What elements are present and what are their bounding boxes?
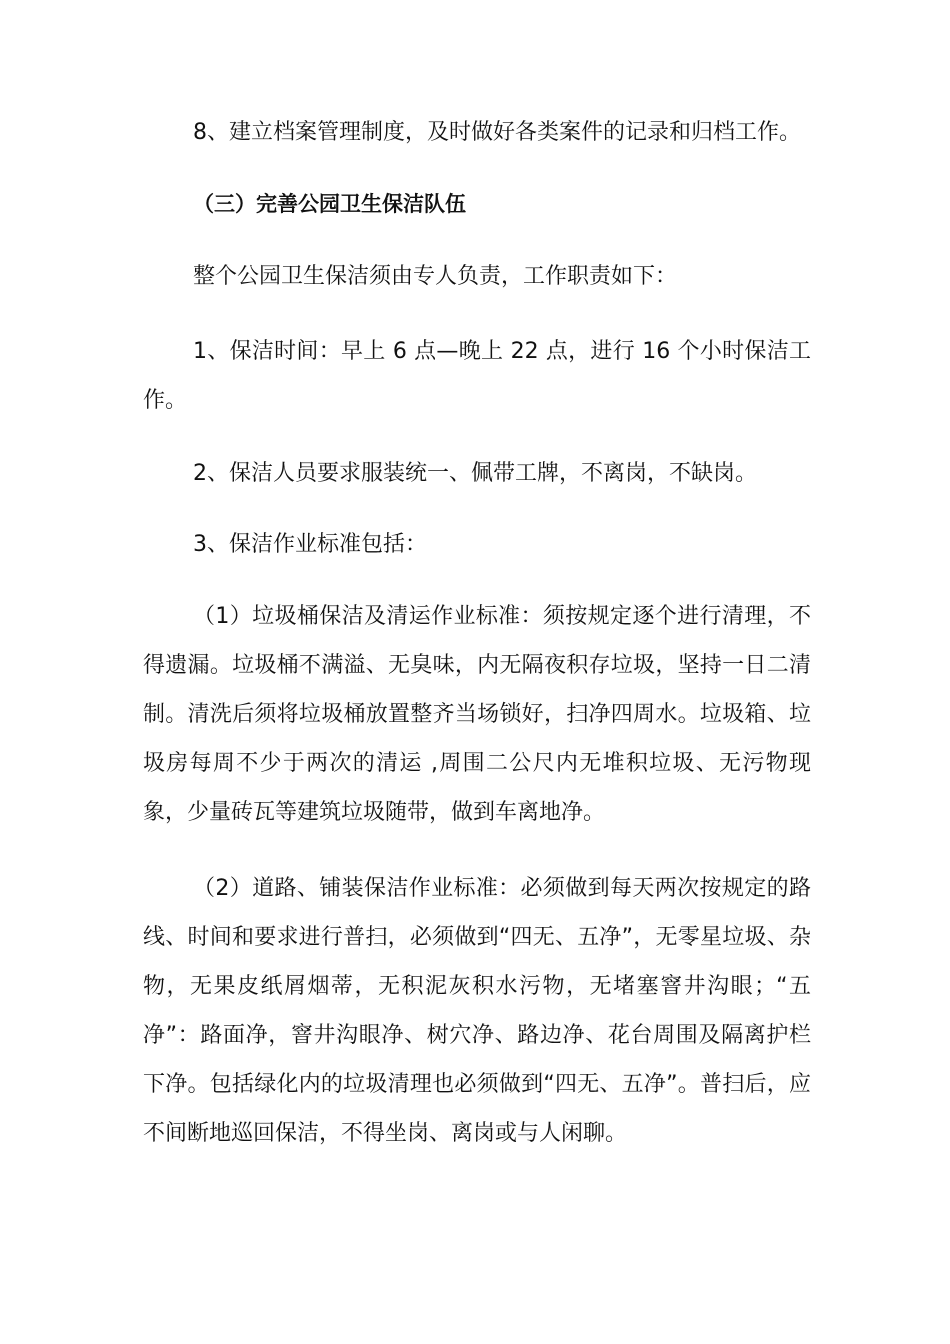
paragraph-item-8: 8、建立档案管理制度，及时做好各类案件的记录和归档工作。 xyxy=(193,120,801,145)
paragraph-item-3: 3、保洁作业标准包括： xyxy=(193,532,427,557)
paragraph-item-2: 2、保洁人员要求服装统一、佩带工牌，不离岗，不缺岗。 xyxy=(193,461,757,486)
section-heading: （三）完善公园卫生保洁队伍 xyxy=(193,192,466,216)
paragraph-sub-2: （2）道路、铺装保洁作业标准：必须做到每天两次按规定的路线、时间和要求进行普扫，必须做到“四无、五净”，无零星垃圾、杂物，无果皮纸屑烟蒂，无积泥灰积水污物，无堵塞窨井沟眼；“五净”：路面净，窨井沟眼净、树穴净、路边净、花台周围及隔离护栏下净。包括绿化内的垃圾清理也必须做到“四无、五净”。普扫后，应不间断地巡回保洁，不得坐岗、离岗或与人闲聊。 xyxy=(143,876,811,1146)
paragraph-item-1: 1、保洁时间：早上 6 点—晚上 22 点，进行 16 个小时保洁工作。 xyxy=(143,339,811,413)
paragraph-intro: 整个公园卫生保洁须由专人负责，工作职责如下： xyxy=(193,264,678,289)
paragraph-sub-1: （1）垃圾桶保洁及清运作业标准：须按规定逐个进行清理，不得遗漏。垃圾桶不满溢、无臭味，内无隔夜积存垃圾，坚持一日二清制。清洗后须将垃圾桶放置整齐当场锁好，扫净四周水。垃圾箱、垃圾房每周不少于两次的清运 ,周围二公尺内无堆积垃圾、无污物现象，少量砖瓦等建筑垃圾随带，做到车离地净。 xyxy=(143,604,811,825)
